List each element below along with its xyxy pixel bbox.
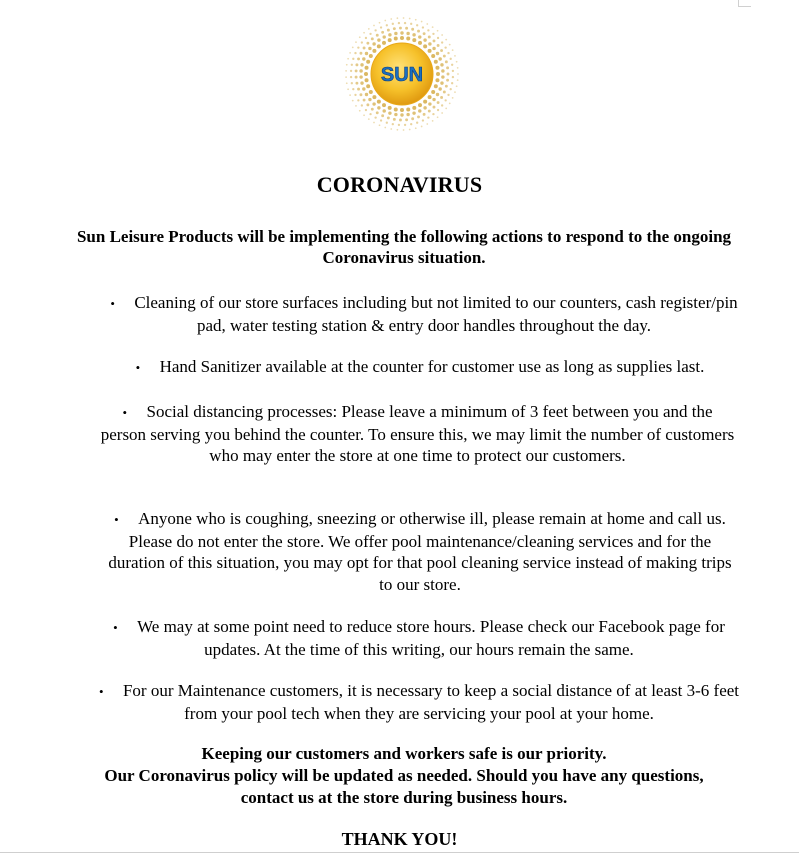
logo-dot (361, 41, 363, 43)
logo-dot (441, 69, 444, 72)
logo-dot (418, 103, 422, 107)
logo-dot (352, 100, 354, 102)
logo-dot (421, 126, 423, 128)
logo-dot (421, 21, 423, 23)
logo-dot (392, 123, 394, 125)
logo-dot (386, 122, 388, 124)
logo-dot (398, 22, 400, 24)
logo-dot (411, 28, 414, 31)
logo-dot (400, 113, 403, 116)
logo-dot (379, 22, 381, 24)
logo-dot (416, 122, 418, 124)
logo-dot (360, 81, 363, 84)
logo-dot (352, 46, 354, 48)
logo-dot (405, 118, 408, 121)
logo-dot (355, 82, 358, 85)
logo-dot (351, 82, 353, 84)
logo-dot (434, 60, 438, 64)
list-item-text: We may at some point need to reduce store hours. Please check our Facebook page for updates. At the time of this writing, our hours remain the same. (137, 617, 725, 659)
logo-dot (456, 61, 458, 63)
logo-dot (452, 76, 454, 78)
logo-dot (403, 17, 405, 19)
page-bottom-divider (0, 852, 799, 853)
thank-you-text: THANK YOU! (341, 829, 458, 849)
bullet-icon: • (110, 296, 115, 311)
logo-dot (359, 75, 362, 78)
logo-dot (363, 114, 365, 116)
logo-dot (347, 88, 349, 90)
logo-dot (371, 108, 374, 111)
logo-dot (371, 37, 374, 40)
logo-dot (412, 33, 415, 36)
logo-dot (452, 97, 454, 99)
logo-dot (457, 79, 459, 81)
logo-dot (345, 76, 347, 78)
logo-dot (379, 124, 381, 126)
closing-statement (40, 743, 768, 809)
logo-dot (418, 109, 421, 112)
logo-dot (457, 67, 459, 69)
logo-dot (410, 123, 412, 125)
logo-dot (432, 33, 434, 35)
list-item-text: Anyone who is coughing, sneezing or otherwise ill, please remain at home and call us. Please do not enter the store. We offer pool maintenance/cleaning services and for the duration of this situation, you may opt for that pool cleaning service instead of making trips to our store. (108, 509, 732, 594)
logo-dot (449, 44, 451, 46)
bullet-icon: • (98, 684, 104, 699)
logo-dot (368, 28, 370, 30)
logo-dot (404, 124, 406, 126)
logo-dot (423, 100, 427, 104)
logo-dot (440, 49, 443, 52)
logo-dot (441, 75, 444, 78)
logo-dot (365, 93, 368, 96)
logo-dot (384, 20, 386, 22)
logo-dot (390, 18, 392, 20)
logo-dot (445, 39, 447, 41)
logo-dot (437, 116, 439, 118)
logo-dot (357, 88, 360, 91)
list-item (110, 292, 738, 336)
logo-dot (372, 49, 376, 53)
logo-dot (372, 95, 376, 99)
logo-dot (432, 113, 434, 115)
logo-dot (436, 52, 439, 55)
logo-dot (377, 106, 380, 109)
logo-dot (392, 23, 394, 25)
logo-dot (444, 99, 446, 101)
logo-dot (372, 102, 375, 105)
logo-dot (373, 25, 375, 27)
logo-dot (440, 81, 443, 84)
logo-dot (440, 63, 443, 66)
logo-dot (427, 116, 429, 118)
list-item (88, 680, 750, 724)
logo-dot (366, 42, 369, 45)
logo-dot (436, 72, 440, 76)
list-item (108, 616, 730, 660)
logo-dot (350, 76, 352, 78)
logo-dot (450, 58, 452, 60)
logo-dot (382, 35, 385, 38)
logo-dot (409, 129, 411, 131)
logo-dot (390, 128, 392, 130)
logo-dot (412, 106, 416, 110)
logo-dot (363, 47, 366, 50)
logo-dot (382, 109, 385, 112)
logo-dot (406, 37, 410, 41)
logo-dot (441, 104, 443, 106)
logo-dot (428, 95, 432, 99)
logo-dot (373, 122, 375, 124)
logo-dot (427, 29, 429, 31)
logo-dot (452, 49, 454, 51)
logo-dot (445, 60, 448, 63)
logo-dot (381, 114, 384, 117)
logo-dot (365, 78, 369, 82)
logo-dot (437, 101, 440, 104)
logo-dot (437, 37, 439, 39)
logo-dot (354, 94, 356, 96)
logo-text: SUN (380, 64, 424, 86)
logo-dot (406, 32, 409, 35)
list-item (100, 401, 735, 467)
logo-dot (364, 72, 368, 76)
logo-dot (428, 42, 431, 45)
logo-dot (362, 57, 365, 60)
logo-dot (363, 99, 366, 102)
logo-dot (416, 24, 418, 26)
logo-dot (365, 37, 367, 39)
logo-dot (432, 26, 434, 28)
logo-dot (363, 32, 365, 34)
logo-dot (437, 30, 439, 32)
page-title: CORONAVIRUS (316, 172, 483, 197)
logo-dot (361, 104, 363, 106)
logo-dot (423, 38, 426, 41)
logo-dot (349, 94, 351, 96)
logo-dot (434, 84, 438, 88)
logo-dot (418, 35, 421, 38)
logo-dot (380, 119, 382, 121)
logo-dot (372, 42, 375, 45)
logo-dot (388, 38, 392, 42)
logo-dot (366, 84, 370, 88)
logo-dot (365, 52, 368, 55)
logo-dot (417, 115, 420, 118)
logo-dot (350, 70, 352, 72)
logo-dot (349, 52, 351, 54)
logo-dot (411, 117, 414, 120)
logo-dot (387, 116, 390, 119)
logo-dot (406, 107, 410, 111)
logo-dot (440, 96, 443, 99)
logo-dot (369, 90, 373, 94)
bullet-icon: • (135, 360, 141, 375)
logo-dot (438, 87, 441, 90)
logo-dot (357, 46, 359, 48)
logo-dot (376, 34, 379, 37)
logo-dot (394, 32, 397, 35)
logo-dot (436, 93, 439, 96)
logo-dot (445, 108, 447, 110)
logo-dot (456, 85, 458, 87)
logo-dot (426, 23, 428, 25)
bullet-icon: • (114, 512, 119, 527)
logo-dot (377, 38, 380, 41)
logo-dot (435, 78, 439, 82)
logo-dot (446, 79, 449, 82)
logo-dot (397, 17, 399, 19)
logo-dot (365, 109, 367, 111)
logo-dot (388, 106, 392, 110)
closing-line-1: Keeping our customers and workers safe is our priority. (201, 744, 607, 763)
logo-dot (403, 129, 405, 131)
logo-dot (447, 94, 449, 96)
logo-dot (441, 112, 443, 114)
logo-dot (431, 54, 435, 58)
logo-dot (351, 64, 353, 66)
logo-dot (366, 60, 370, 64)
logo-dot (400, 108, 404, 112)
logo-dot (432, 120, 434, 122)
logo-dot (415, 19, 417, 21)
logo-dot (428, 36, 431, 39)
logo-dot (423, 106, 426, 109)
logo-dot (428, 49, 432, 53)
logo-dot (393, 27, 396, 30)
logo-dot (444, 46, 446, 48)
logo-dot (410, 23, 412, 25)
logo-dot (352, 88, 354, 90)
list-item-text: Social distancing processes: Please leave a minimum of 3 feet between you and the person serving you behind the counter. To ensure this, we may limit the number of customers who may enter the store at one time to protect our customers. (100, 402, 735, 465)
logo-dot (381, 31, 384, 34)
logo-dot (447, 73, 450, 76)
logo-dot (374, 116, 376, 118)
logo-dot (360, 63, 363, 66)
logo-dot (433, 39, 436, 42)
logo-dot (412, 38, 416, 42)
logo-dot (454, 91, 456, 93)
closing-line-2: Our Coronavirus policy will be updated as needed. Should you have any questions, (104, 766, 704, 785)
logo-dot (426, 123, 428, 125)
page-corner-mark (738, 0, 751, 7)
logo-dot (388, 33, 391, 36)
logo-dot (347, 58, 349, 60)
logo-dot (431, 90, 435, 94)
logo-dot (428, 102, 431, 105)
logo-dot (368, 98, 371, 101)
logo-dot (346, 82, 348, 84)
list-item (95, 356, 745, 379)
logo-dot (398, 124, 400, 126)
bullet-icon: • (122, 405, 128, 420)
logo-dot (384, 127, 386, 129)
logo-dot (418, 41, 422, 45)
logo-dot (388, 111, 391, 114)
list-item-text: Hand Sanitizer available at the counter for customer use as long as supplies last. (159, 357, 705, 376)
logo-dot (433, 106, 436, 109)
logo-dot (399, 27, 402, 30)
logo-dot (352, 58, 354, 60)
logo-dot (382, 103, 386, 107)
closing-line-3: contact us at the store during business hours. (240, 788, 568, 807)
logo-dot (435, 66, 439, 70)
logo-dot (368, 118, 370, 120)
logo-dot (400, 36, 404, 40)
logo-dot (441, 41, 443, 43)
logo-dot (404, 22, 406, 24)
logo-dot (354, 52, 356, 54)
logo-dot (369, 33, 371, 35)
logo-dot (432, 47, 435, 50)
logo-dot (377, 100, 381, 104)
logo-dot (452, 70, 454, 72)
logo-dot (394, 107, 398, 111)
logo-dot (360, 93, 363, 96)
logo-dot (451, 82, 453, 84)
logo-dot (423, 32, 426, 35)
logo-dot (454, 55, 456, 57)
logo-dot (355, 76, 358, 79)
bullet-icon: • (113, 620, 118, 635)
logo-dot (423, 44, 427, 48)
logo-dot (422, 26, 424, 28)
logo-dot (415, 127, 417, 129)
logo-dot (376, 111, 379, 114)
logo-dot (359, 69, 362, 72)
logo-dot (451, 64, 453, 66)
logo-dot (394, 37, 398, 41)
logo-dot (397, 129, 399, 131)
logo-dot (355, 105, 357, 107)
logo-dot (386, 24, 388, 26)
logo-dot (365, 66, 369, 70)
logo-dot (406, 113, 409, 116)
logo-dot (457, 73, 459, 75)
logo-dot (357, 99, 359, 101)
logo-dot (443, 91, 446, 94)
logo-dot (387, 29, 390, 32)
logo-dot (438, 57, 441, 60)
logo-dot (409, 18, 411, 20)
logo-dot (399, 119, 402, 122)
logo-dot (450, 88, 452, 90)
logo-dot (359, 36, 361, 38)
logo-dot (377, 44, 381, 48)
logo-dot (394, 113, 397, 116)
sun-logo-icon (342, 14, 462, 134)
intro-paragraph: Sun Leisure Products will be implementing the following actions to respond to the ongoing Coronavirus situation. (76, 227, 732, 267)
list-item-text: For our Maintenance customers, it is necessary to keep a social distance of at least 3-6 feet from your pool tech when they are servicing your pool at your home. (122, 681, 740, 723)
logo-dot (437, 44, 440, 47)
logo-dot (443, 55, 446, 58)
logo-dot (359, 110, 361, 112)
logo-dot (449, 102, 451, 104)
logo-dot (428, 110, 431, 113)
logo-dot (400, 31, 403, 34)
logo-dot (446, 66, 449, 69)
logo-dot (382, 41, 386, 45)
logo-dot (412, 111, 415, 114)
logo-dot (380, 26, 382, 28)
logo-dot (360, 52, 363, 55)
logo-dot (423, 113, 426, 116)
sun-logo (342, 14, 462, 134)
logo-dot (393, 118, 396, 121)
logo-dot (441, 34, 443, 36)
logo-dot (345, 70, 347, 72)
list-item-text: Cleaning of our store surfaces including but not limited to our counters, cash register/pin pad, water testing station & entry door handles throughout the day. (134, 293, 738, 335)
logo-dot (355, 63, 358, 66)
logo-dot (368, 47, 371, 50)
logo-dot (346, 64, 348, 66)
logo-dot (405, 27, 408, 30)
logo-dot (447, 52, 449, 54)
logo-dot (362, 87, 365, 90)
logo-dot (369, 113, 371, 115)
logo-dot (437, 109, 439, 111)
logo-dot (369, 54, 373, 58)
logo-dot (417, 30, 420, 33)
logo-dot (445, 85, 448, 88)
logo-dot (355, 41, 357, 43)
list-item (100, 508, 740, 595)
logo-dot (357, 57, 360, 60)
logo-dot (422, 119, 424, 121)
logo-dot (374, 29, 376, 31)
logo-dot (366, 103, 369, 106)
logo-dot (355, 69, 358, 72)
logo-dot (432, 98, 435, 101)
